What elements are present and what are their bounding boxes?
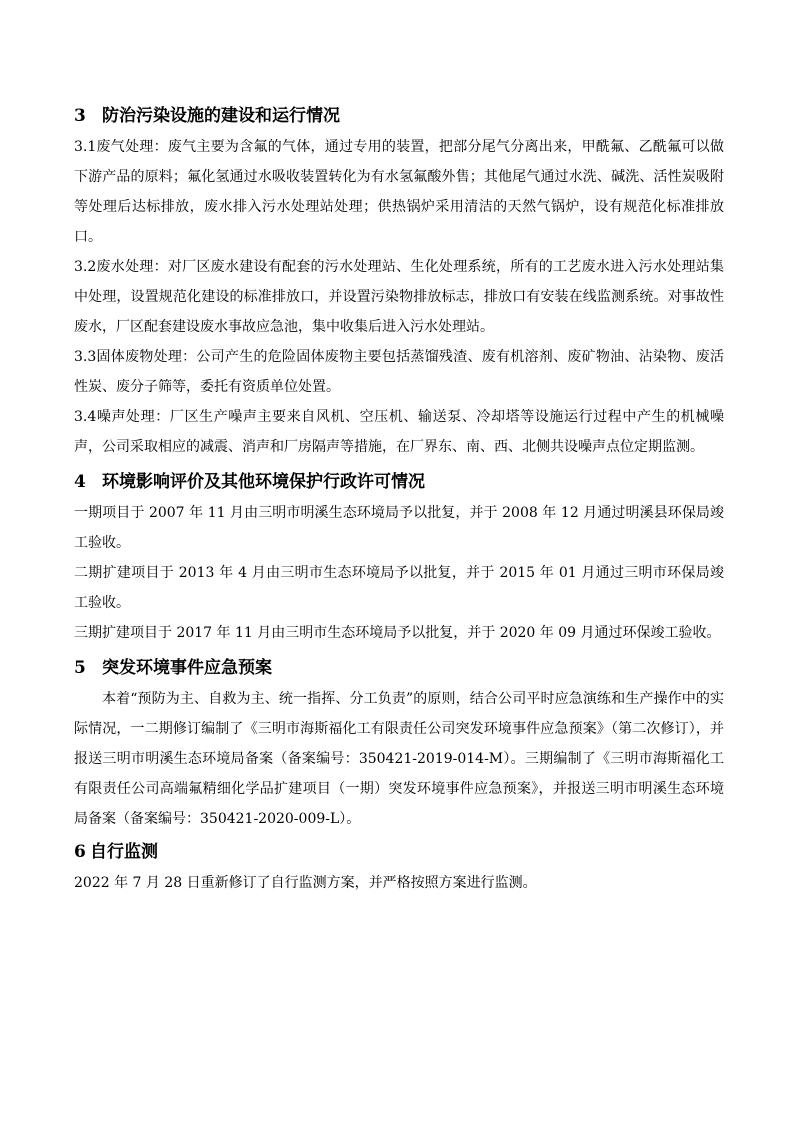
- paragraph-noise: 3.4噪声处理：厂区生产噪声主要来自风机、空压机、输送泵、冷却塔等设施运行过程中产生的机械噪声，公司采取相应的减震、消声和厂房隔声等措施，在厂界东、南、西、北侧共设噪声点位定期监测。: [74, 409, 724, 455]
- paragraph-solid-waste: 3.3固体废物处理：公司产生的危险固体废物主要包括蒸馏残渣、废有机溶剂、废矿物油、沾染物、废活性炭、废分子筛等，委托有资质单位处置。: [74, 349, 724, 395]
- section-number: 4: [74, 472, 86, 492]
- section-title: 自行监测: [90, 842, 158, 862]
- section-3-heading: [74, 102, 724, 130]
- section-title: 突发环境事件应急预案: [102, 658, 272, 678]
- paragraph-phase-3: 三期扩建项目于 2017 年 11 月由三明市生态环境局予以批复，并于 2020 年 09 月通过环保竣工验收。: [74, 625, 721, 641]
- section-number: 3: [74, 106, 86, 126]
- section-6-heading: [74, 838, 724, 866]
- paragraph-waste-water: 3.2废水处理：对厂区废水建设有配套的污水处理站、生化处理系统，所有的工艺废水进入污水处理站集中处理，设置规范化建设的标准排放口，并设置污染物排放标志，排放口有安装在线监测系统。对事故性废水，厂区配套建设废水事故应急池，集中收集后进入污水处理站。: [74, 259, 724, 335]
- section-number: 5: [74, 658, 86, 678]
- paragraph-phase-2: 二期扩建项目于 2013 年 4 月由三明市生态环境局予以批复，并于 2015 年 01 月通过三明市环保局竣工验收。: [74, 565, 724, 611]
- section-5-heading: [74, 654, 724, 682]
- document-body: [74, 102, 724, 898]
- section-number: 6: [74, 842, 86, 862]
- section-4-heading: [74, 468, 724, 496]
- section-title: 环境影响评价及其他环境保护行政许可情况: [102, 472, 425, 492]
- paragraph-phase-1: 一期项目于 2007 年 11 月由三明市明溪生态环境局予以批复，并于 2008 年 12 月通过明溪县环保局竣工验收。: [74, 505, 724, 551]
- paragraph-emergency-plan: 本着“预防为主、自救为主、统一指挥、分工负责”的原则，结合公司平时应急演练和生产操作中的实际情况，一二期修订编制了《三明市海斯福化工有限责任公司突发环境事件应急预案》（第二次修订），并报送三明市明溪生态环境局备案（备案编号：350421-2019-014-M）。三期编制了《三明市海斯福化工有限责任公司高端氟精细化学品扩建项目（一期）突发环境事件应急预案》，并报送三明市明溪生态环境局备案（备案编号：350421-2020-009-L）。: [74, 691, 724, 827]
- section-title: 防治污染设施的建设和运行情况: [102, 106, 340, 126]
- paragraph-self-monitoring: 2022 年 7 月 28 日重新修订了自行监测方案，并严格按照方案进行监测。: [74, 875, 537, 891]
- paragraph-waste-gas: 3.1废气处理：废气主要为含氟的气体，通过专用的装置，把部分尾气分离出来，甲酰氟、乙酰氟可以做下游产品的原料；氟化氢通过水吸收装置转化为有水氢氟酸外售；其他尾气通过水洗、碱洗、活性炭吸附等处理后达标排放，废水排入污水处理站处理；供热锅炉采用清洁的天然气锅炉，设有规范化标准排放口。: [74, 139, 724, 245]
